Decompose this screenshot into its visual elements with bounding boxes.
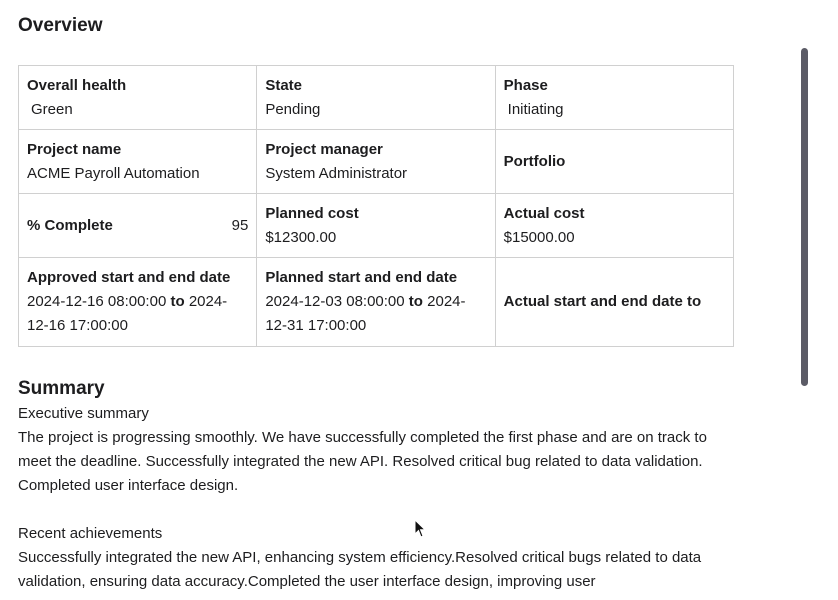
actual-cost-label: Actual cost	[503, 204, 585, 222]
recent-achievements-label: Recent achievements	[18, 525, 163, 542]
planned-dates-label: Planned start and end date	[265, 269, 458, 286]
actual-cost-value: $15000.00	[503, 228, 575, 246]
summary-section	[18, 376, 734, 594]
percent-complete-label: % Complete	[27, 216, 113, 234]
spacer	[18, 498, 734, 522]
mouse-pointer-icon	[414, 519, 428, 539]
planned-start-date: 2024-12-03 08:00:00	[265, 293, 405, 310]
planned-cost-label: Planned cost	[265, 204, 359, 222]
planned-cost-value: $12300.00	[265, 228, 337, 246]
table-row	[19, 194, 734, 258]
planned-to-separator: to	[408, 293, 423, 310]
project-manager-label: Project manager	[265, 140, 383, 158]
project-name-cell	[19, 130, 257, 194]
approved-end-date: 2024-12-16 17:00:00	[27, 293, 228, 334]
percent-complete-value: 95	[231, 216, 249, 234]
overview-table	[18, 65, 734, 347]
table-row	[19, 66, 734, 130]
approved-dates-cell	[19, 258, 257, 347]
actual-dates-label: Actual start and end date	[503, 293, 683, 310]
overview-title: Overview	[18, 15, 103, 36]
project-manager-value[interactable]: System Administrator	[265, 164, 408, 182]
approved-to-separator: to	[170, 293, 185, 310]
state-label: State	[265, 76, 303, 94]
percent-complete-cell	[19, 194, 257, 258]
overall-health-cell	[19, 66, 257, 130]
overall-health-value: Green	[31, 100, 73, 118]
phase-cell	[495, 66, 733, 130]
recent-achievements-text: Successfully integrated the new API, enhancing system efficiency.Resolved critical bugs related to data validation, ensuring data accuracy.Completed the user interface design, improving user	[18, 549, 702, 590]
planned-end-date: 2024-12-31 17:00:00	[265, 293, 466, 334]
project-name-value: ACME Payroll Automation	[27, 164, 200, 182]
executive-summary-text: The project is progressing smoothly. We have successfully completed the first phase and are on track to meet the deadline. Successfully integrated the new API. Resolved critical bug related to data validation. Completed user interface design.	[18, 429, 707, 494]
approved-start-date: 2024-12-16 08:00:00	[27, 293, 167, 310]
table-row	[19, 258, 734, 347]
project-manager-cell	[257, 130, 495, 194]
actual-to-separator: to	[687, 293, 702, 310]
approved-dates-value	[27, 290, 248, 338]
actual-cost-cell	[495, 194, 733, 258]
overall-health-label: Overall health	[27, 76, 127, 94]
actual-dates-cell	[495, 258, 733, 347]
scrollbar-thumb[interactable]	[801, 48, 808, 386]
table-row	[19, 130, 734, 194]
portfolio-cell	[495, 130, 733, 194]
project-name-label: Project name	[27, 140, 122, 158]
planned-cost-cell	[257, 194, 495, 258]
phase-label: Phase	[503, 76, 548, 94]
planned-dates-value	[265, 290, 486, 338]
planned-dates-cell	[257, 258, 495, 347]
approved-dates-label: Approved start and end date	[27, 269, 231, 286]
summary-title: Summary	[18, 378, 105, 399]
actual-dates-value	[504, 290, 725, 314]
portfolio-label: Portfolio	[503, 152, 566, 170]
executive-summary-label: Executive summary	[18, 405, 149, 422]
state-cell	[257, 66, 495, 130]
state-value: Pending	[265, 100, 321, 118]
phase-value: Initiating	[507, 100, 564, 118]
